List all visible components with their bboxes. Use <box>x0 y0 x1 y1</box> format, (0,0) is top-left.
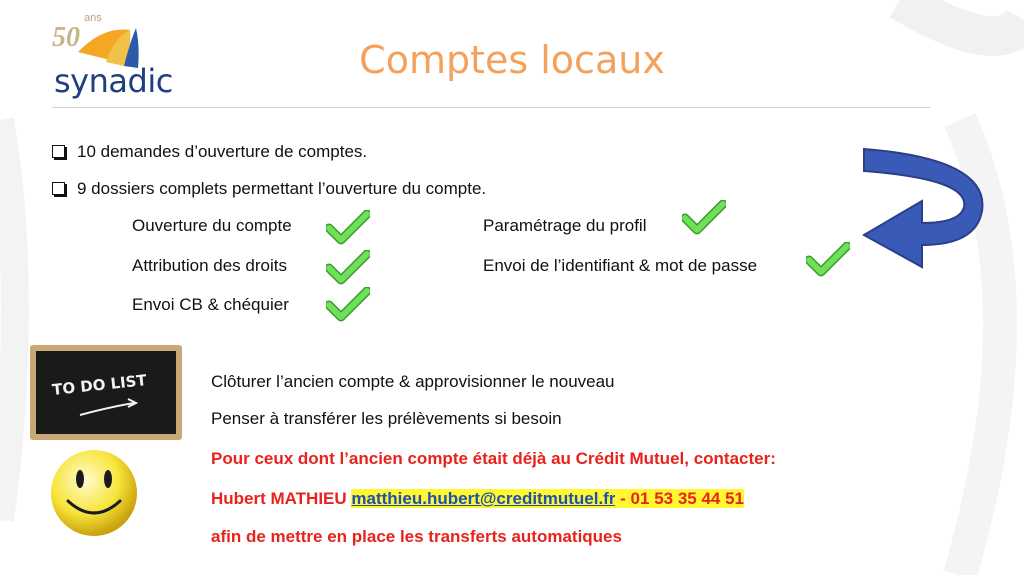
title-divider <box>52 107 930 108</box>
contact-name: Hubert MATHIEU <box>211 489 352 508</box>
step-label: Paramétrage du profil <box>483 216 647 235</box>
checkmark-icon <box>326 250 370 286</box>
todo-item: Penser à transférer les prélèvements si besoin <box>211 409 562 428</box>
svg-text:5: 5 <box>52 22 66 53</box>
checkmark-icon <box>326 210 370 246</box>
contact-line <box>211 489 744 509</box>
checkbox-bullet-icon <box>52 182 65 195</box>
step-label: Ouverture du compte <box>132 216 292 235</box>
page-title: Comptes locaux <box>359 38 665 82</box>
step-label: Envoi CB & chéquier <box>132 295 289 314</box>
logo-ans-label: ans <box>84 12 102 24</box>
checkbox-bullet-icon <box>52 145 65 158</box>
bullet-text: 10 demandes d’ouverture de comptes. <box>77 142 368 161</box>
checkmark-icon <box>682 200 726 236</box>
logo-brand-name: synadic <box>54 62 173 100</box>
notice-line: Pour ceux dont l’ancien compte était déjà au Crédit Mutuel, contacter: <box>211 449 776 468</box>
contact-phone: - 01 53 35 44 51 <box>615 489 744 508</box>
contact-email-link[interactable]: matthieu.hubert@creditmutuel.fr <box>351 489 616 508</box>
todo-chalkboard-image <box>30 345 182 440</box>
bullet-item <box>52 179 486 199</box>
checkmark-icon <box>326 287 370 323</box>
step-label: Attribution des droits <box>132 256 287 275</box>
notice-line: afin de mettre en place les transferts automatiques <box>211 527 622 546</box>
todo-item: Clôturer l’ancien compte & approvisionner le nouveau <box>211 372 615 391</box>
bullet-text: 9 dossiers complets permettant l’ouverture du compte. <box>77 179 487 198</box>
todo-board-text: TO DO LIST <box>51 371 148 399</box>
bullet-item <box>52 142 367 162</box>
smiley-face-icon <box>48 447 140 539</box>
svg-text:0: 0 <box>66 22 80 53</box>
curved-arrow-icon <box>860 145 1000 275</box>
checkmark-icon <box>806 242 850 278</box>
step-label: Envoi de l’identifiant & mot de passe <box>483 256 758 275</box>
